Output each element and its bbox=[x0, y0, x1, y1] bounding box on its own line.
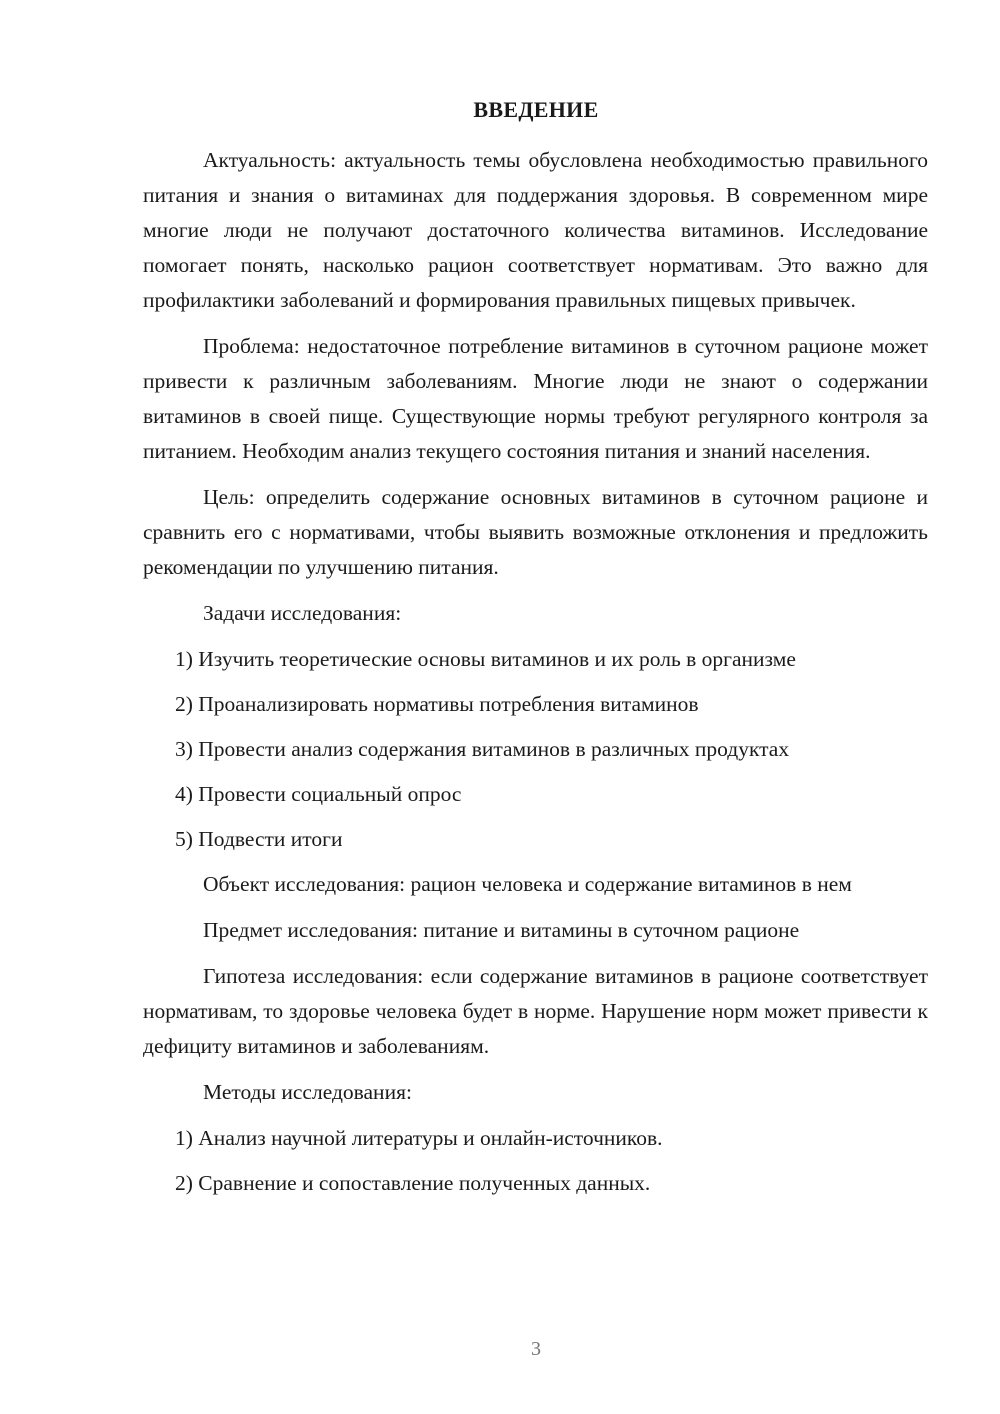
methods-heading: Методы исследования: bbox=[203, 1080, 412, 1104]
task-list-item: 1) Изучить теоретические основы витаминов и их роль в организме bbox=[175, 647, 796, 671]
page-number: 3 bbox=[531, 1338, 541, 1360]
section-heading: ВВЕДЕНИЕ bbox=[473, 97, 599, 122]
document-body bbox=[143, 143, 928, 1211]
method-list-item: 1) Анализ научной литературы и онлайн-источников. bbox=[175, 1126, 663, 1150]
tasks-heading: Задачи исследования: bbox=[203, 601, 402, 625]
task-list-item: 4) Провести социальный опрос bbox=[175, 782, 462, 806]
problem-paragraph: Проблема: недостаточное потребление витаминов в суточном рационе может привести к различным заболеваниям. Многие люди не знают о содержании витаминов в своей пище. Существующие нормы требуют регулярного контроля за питанием. Необходим анализ текущего состояния питания и знаний населения. bbox=[143, 334, 928, 463]
subject-paragraph: Предмет исследования: питание и витамины в суточном рационе bbox=[203, 918, 800, 942]
method-list-item: 2) Сравнение и сопоставление полученных данных. bbox=[175, 1171, 651, 1195]
goal-paragraph: Цель: определить содержание основных витаминов в суточном рационе и сравнить его с нормативами, чтобы выявить возможные отклонения и предложить рекомендации по улучшению питания. bbox=[143, 485, 928, 579]
hypothesis-paragraph: Гипотеза исследования: если содержание витаминов в рационе соответствует нормативам, то здоровье человека будет в норме. Нарушение норм может привести к дефициту витаминов и заболеваниям. bbox=[143, 964, 928, 1058]
relevance-paragraph: Актуальность: актуальность темы обусловлена необходимостью правильного питания и знания о витаминах для поддержания здоровья. В современном мире многие люди не получают достаточного количества витаминов. Исследование помогает понять, насколько рацион соответствует нормативам. Это важно для профилактики заболеваний и формирования правильных пищевых привычек. bbox=[143, 148, 928, 312]
task-list-item: 3) Провести анализ содержания витаминов в различных продуктах bbox=[175, 737, 790, 761]
object-paragraph: Объект исследования: рацион человека и содержание витаминов в нем bbox=[203, 872, 852, 896]
task-list-item: 2) Проанализировать нормативы потребления витаминов bbox=[175, 692, 699, 716]
task-list-item: 5) Подвести итоги bbox=[175, 827, 343, 851]
